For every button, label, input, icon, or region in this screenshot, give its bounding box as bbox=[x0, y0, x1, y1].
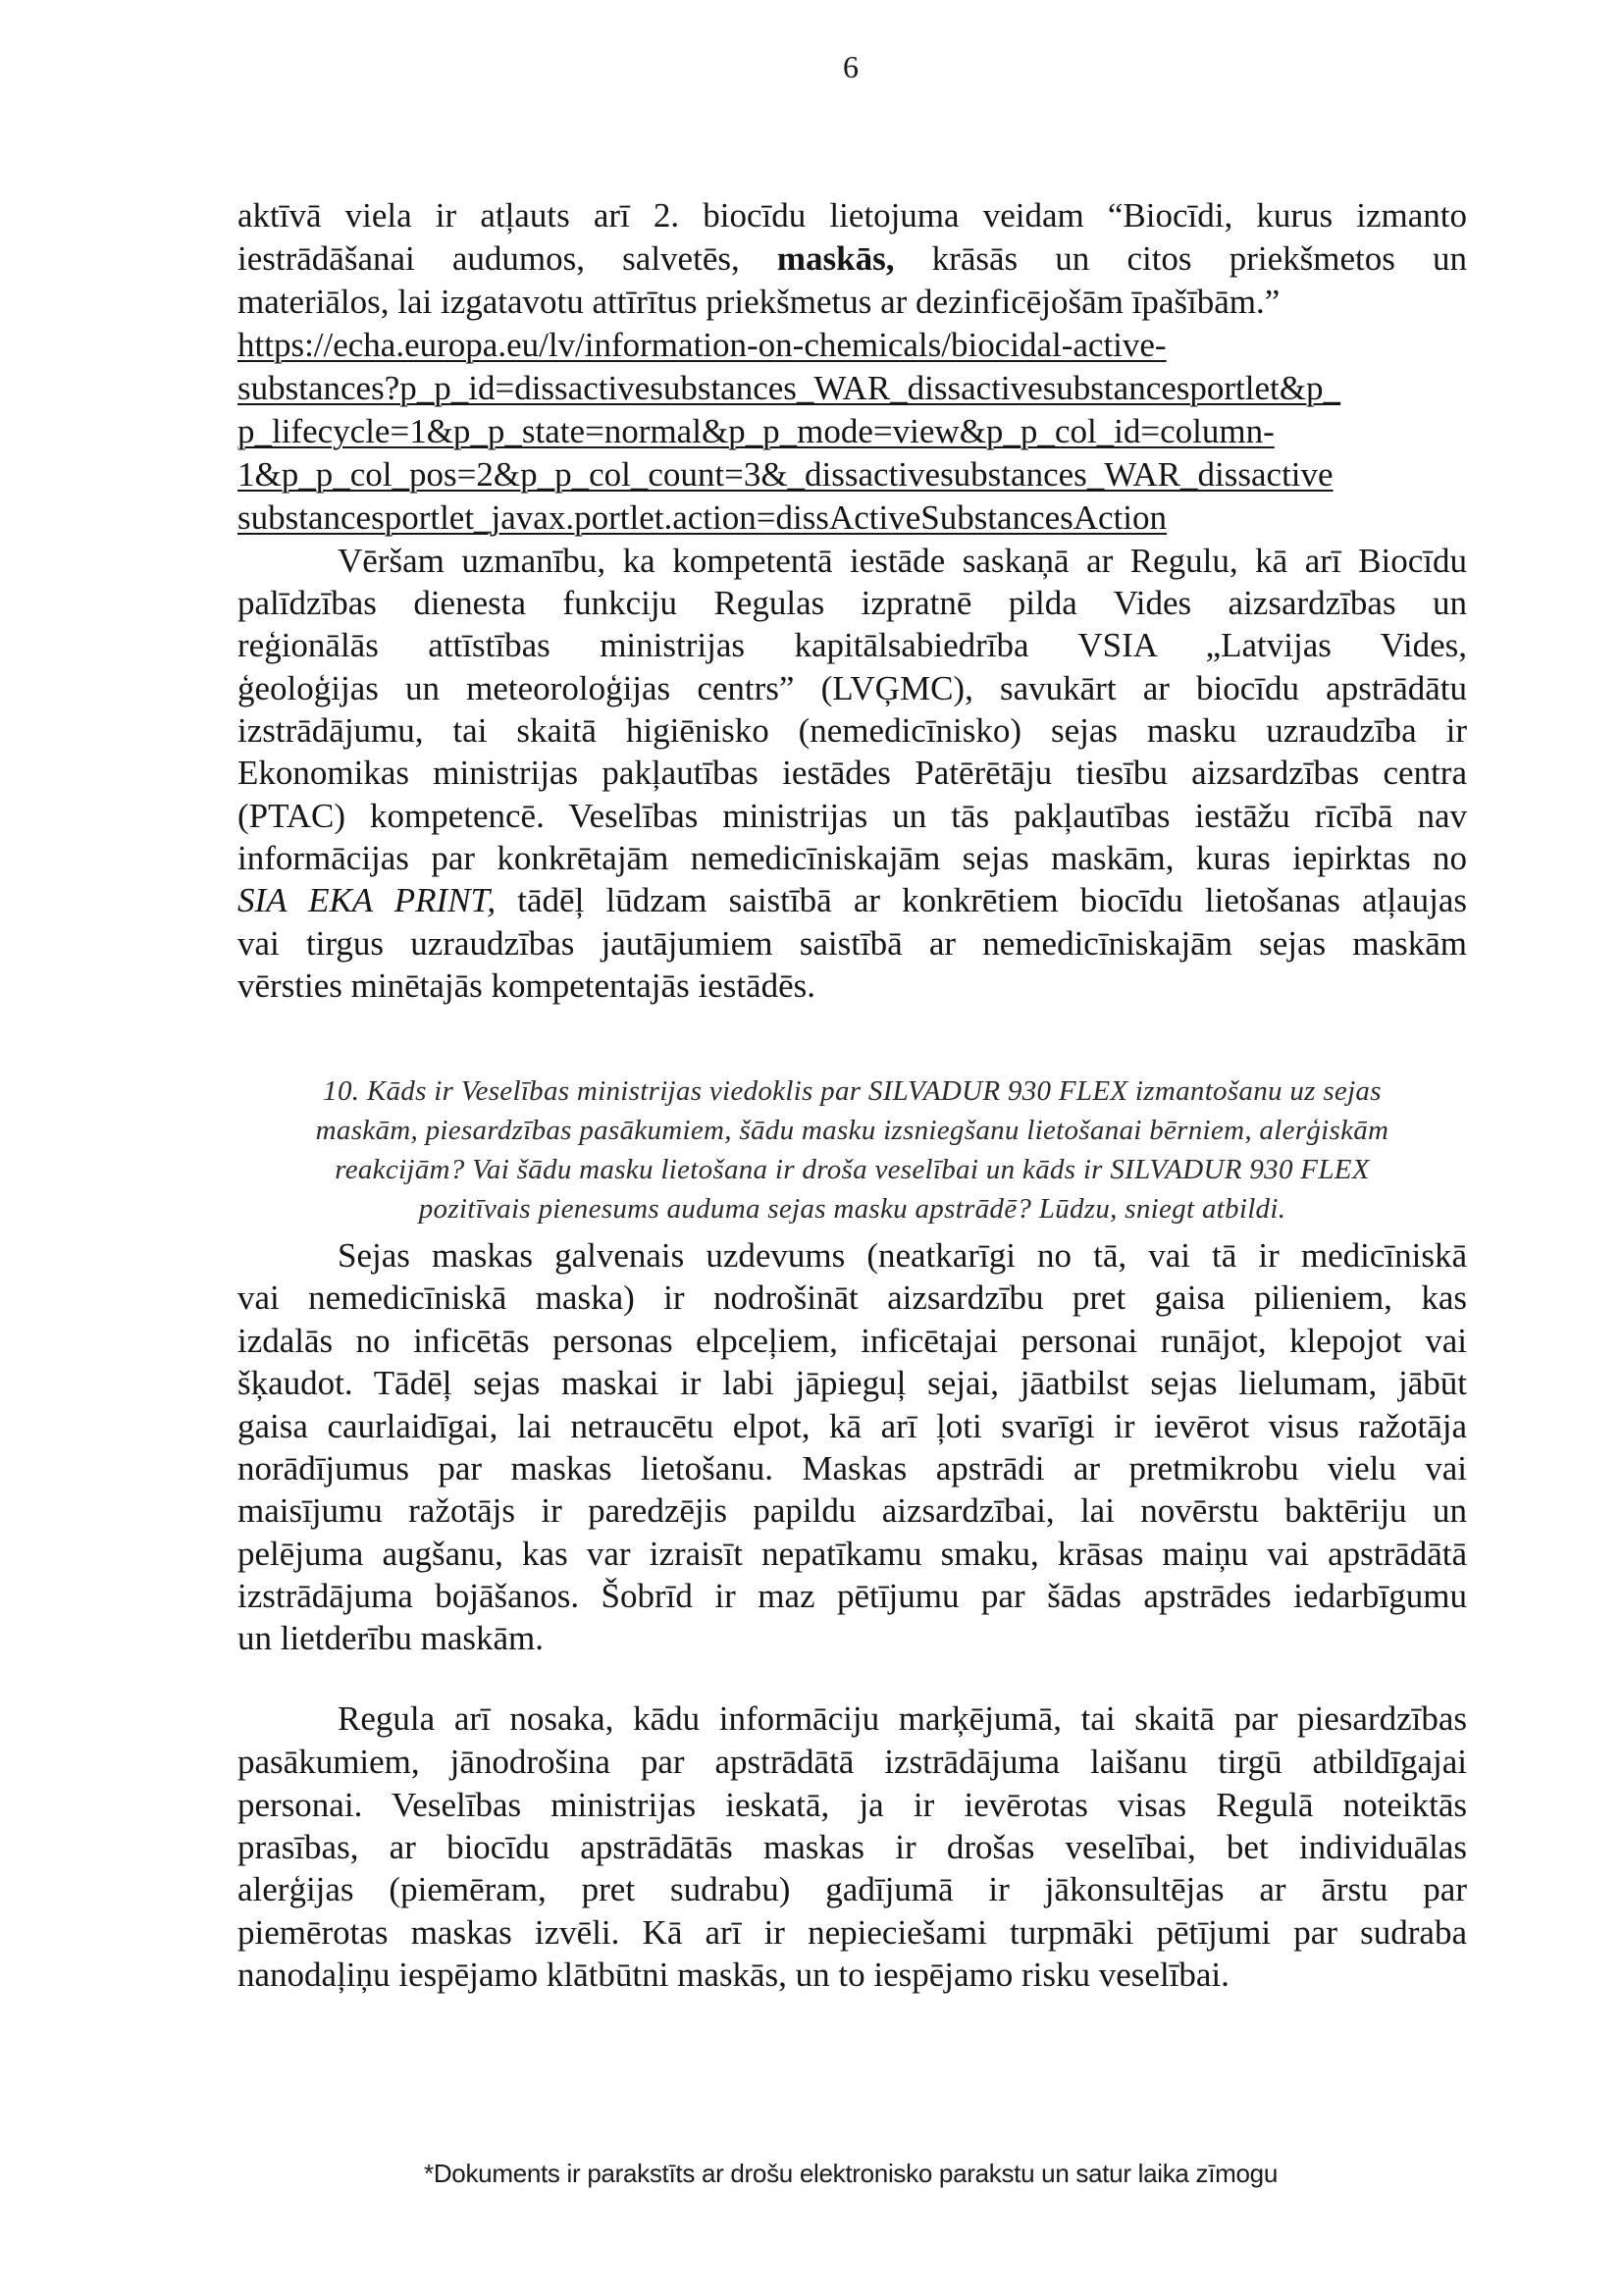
body-line: (PTAC) kompetencē. Veselības ministrijas un tās pakļautības iestāžu rīcībā nav bbox=[237, 797, 1467, 835]
body-line: Ekonomikas ministrijas pakļautības iestādes Patērētāju tiesību aizsardzības centra bbox=[237, 754, 1467, 792]
body-line: pasākumiem, jānodrošina par apstrādātā izstrādājuma laišanu tirgū atbildīgajai bbox=[237, 1743, 1467, 1781]
italic-company-name: SIA EKA PRINT, bbox=[237, 881, 497, 919]
bold-text-run: maskās, bbox=[776, 239, 895, 278]
body-line: un lietderību maskām. bbox=[237, 1619, 545, 1657]
body-line: nanodaļiņu iespējamo klātbūtni maskās, un to iespējamo risku veselībai. bbox=[237, 1956, 1230, 1994]
body-line: Sejas maskas galvenais uzdevums (neatkarīgi no tā, vai tā ir medicīniskā bbox=[338, 1236, 1467, 1275]
echa-link[interactable]: substancesportlet_javax.portlet.action=dissActiveSubstancesAction bbox=[237, 498, 1168, 537]
echa-link[interactable]: 1&p_p_col_pos=2&p_p_col_count=3&_dissactivesubstances_WAR_dissactive bbox=[237, 455, 1334, 494]
body-line: alerģijas (piemēram, pret sudrabu) gadījumā ir jākonsultējas ar ārstu par bbox=[237, 1870, 1467, 1908]
question-line: pozitīvais pienesums auduma sejas masku apstrādē? Lūdzu, sniegt atbildi. bbox=[418, 1193, 1286, 1225]
body-line: Regula arī nosaka, kādu informāciju marķējumā, tai skaitā par piesardzības bbox=[338, 1699, 1467, 1738]
body-line: vai tirgus uzraudzības jautājumiem saistībā ar nemedicīniskajām sejas maskām bbox=[237, 924, 1467, 963]
body-line: Vēršam uzmanību, ka kompetentā iestāde saskaņā ar Regulu, kā arī Biocīdu bbox=[338, 542, 1467, 580]
body-line bbox=[237, 879, 1467, 922]
body-line: palīdzības dienesta funkciju Regulas izpratnē pilda Vides aizsardzības un bbox=[237, 584, 1467, 622]
text-run: tādēļ lūdzam saistībā ar konkrētiem biocīdu lietošanas atļaujas bbox=[496, 881, 1467, 919]
page-number: 6 bbox=[843, 49, 859, 84]
body-line: izdalās no inficētās personas elpceļiem, inficētajai personai runājot, klepojot vai bbox=[237, 1322, 1467, 1360]
signature-note: *Dokuments ir parakstīts ar drošu elektronisko parakstu un satur laika zīmogu bbox=[424, 2159, 1278, 2188]
body-line: norādījumus par maskas lietošanu. Maskas apstrādi ar pretmikrobu vielu vai bbox=[237, 1449, 1467, 1487]
body-line bbox=[237, 237, 1467, 281]
body-line: informācijas par konkrētajām nemedicīniskajām sejas maskām, kuras iepirktas no bbox=[237, 839, 1467, 877]
body-line: aktīvā viela ir atļauts arī 2. biocīdu lietojuma veidam “Biocīdi, kurus izmanto bbox=[237, 196, 1467, 235]
body-line: gaisa caurlaidīgai, lai netraucētu elpot, kā arī ļoti svarīgi ir ievērot visus ražotāja bbox=[237, 1407, 1467, 1445]
body-line: izstrādājumu, tai skaitā higiēnisko (nemedicīnisko) sejas masku uzraudzība ir bbox=[237, 711, 1467, 750]
body-line: šķaudot. Tādēļ sejas maskai ir labi jāpieguļ sejai, jāatbilst sejas lielumam, jābūt bbox=[237, 1364, 1467, 1402]
question-line: reakcijām? Vai šādu masku lietošana ir droša veselībai un kāds ir SILVADUR 930 FLEX bbox=[335, 1154, 1370, 1185]
body-line: materiālos, lai izgatavotu attīrītus priekšmetus ar dezinficējošām īpašībām.” bbox=[237, 283, 1281, 321]
echa-link[interactable]: substances?p_p_id=dissactivesubstances_WAR_dissactivesubstancesportlet&p_ bbox=[237, 369, 1340, 407]
text-run: iestrādāšanai audumos, salvetēs, bbox=[237, 239, 777, 278]
question-line: 10. Kāds ir Veselības ministrijas viedoklis par SILVADUR 930 FLEX izmantošanu uz sejas bbox=[323, 1075, 1382, 1107]
body-line: reģionālās attīstības ministrijas kapitālsabiedrība VSIA „Latvijas Vides, bbox=[237, 626, 1467, 664]
body-line: vai nemedicīniskā maska) ir nodrošināt aizsardzību pret gaisa pilieniem, kas bbox=[237, 1278, 1467, 1317]
echa-link[interactable]: https://echa.europa.eu/lv/information-on-chemicals/biocidal-active- bbox=[237, 326, 1167, 364]
question-line: maskām, piesardzības pasākumiem, šādu masku izsniegšanu lietošanai bērniem, alerģiskām bbox=[315, 1115, 1389, 1146]
body-line: vērsties minētajās kompetentajās iestādēs. bbox=[237, 966, 815, 1005]
body-line: piemērotas maskas izvēli. Kā arī ir nepieciešami turpmāki pētījumi par sudraba bbox=[237, 1913, 1467, 1952]
body-line: maisījumu ražotājs ir paredzējis papildu aizsardzībai, lai novērstu baktēriju un bbox=[237, 1491, 1467, 1530]
body-line: prasības, ar biocīdu apstrādātās maskas ir drošas veselībai, bet individuālas bbox=[237, 1828, 1467, 1866]
body-line: personai. Veselības ministrijas ieskatā, ja ir ievērotas visas Regulā noteiktās bbox=[237, 1786, 1467, 1824]
body-line: pelējuma augšanu, kas var izraisīt nepatīkamu smaku, krāsas maiņu vai apstrādātā bbox=[237, 1535, 1467, 1573]
echa-link[interactable]: p_lifecycle=1&p_p_state=normal&p_p_mode=view&p_p_col_id=column- bbox=[237, 412, 1275, 450]
body-line: ģeoloģijas un meteoroloģijas centrs” (LVĢMC), savukārt ar biocīdu apstrādātu bbox=[237, 669, 1467, 707]
text-run: krāsās un citos priekšmetos un bbox=[894, 239, 1467, 278]
body-line: izstrādājuma bojāšanos. Šobrīd ir maz pētījumu par šādas apstrādes iedarbīgumu bbox=[237, 1577, 1467, 1615]
